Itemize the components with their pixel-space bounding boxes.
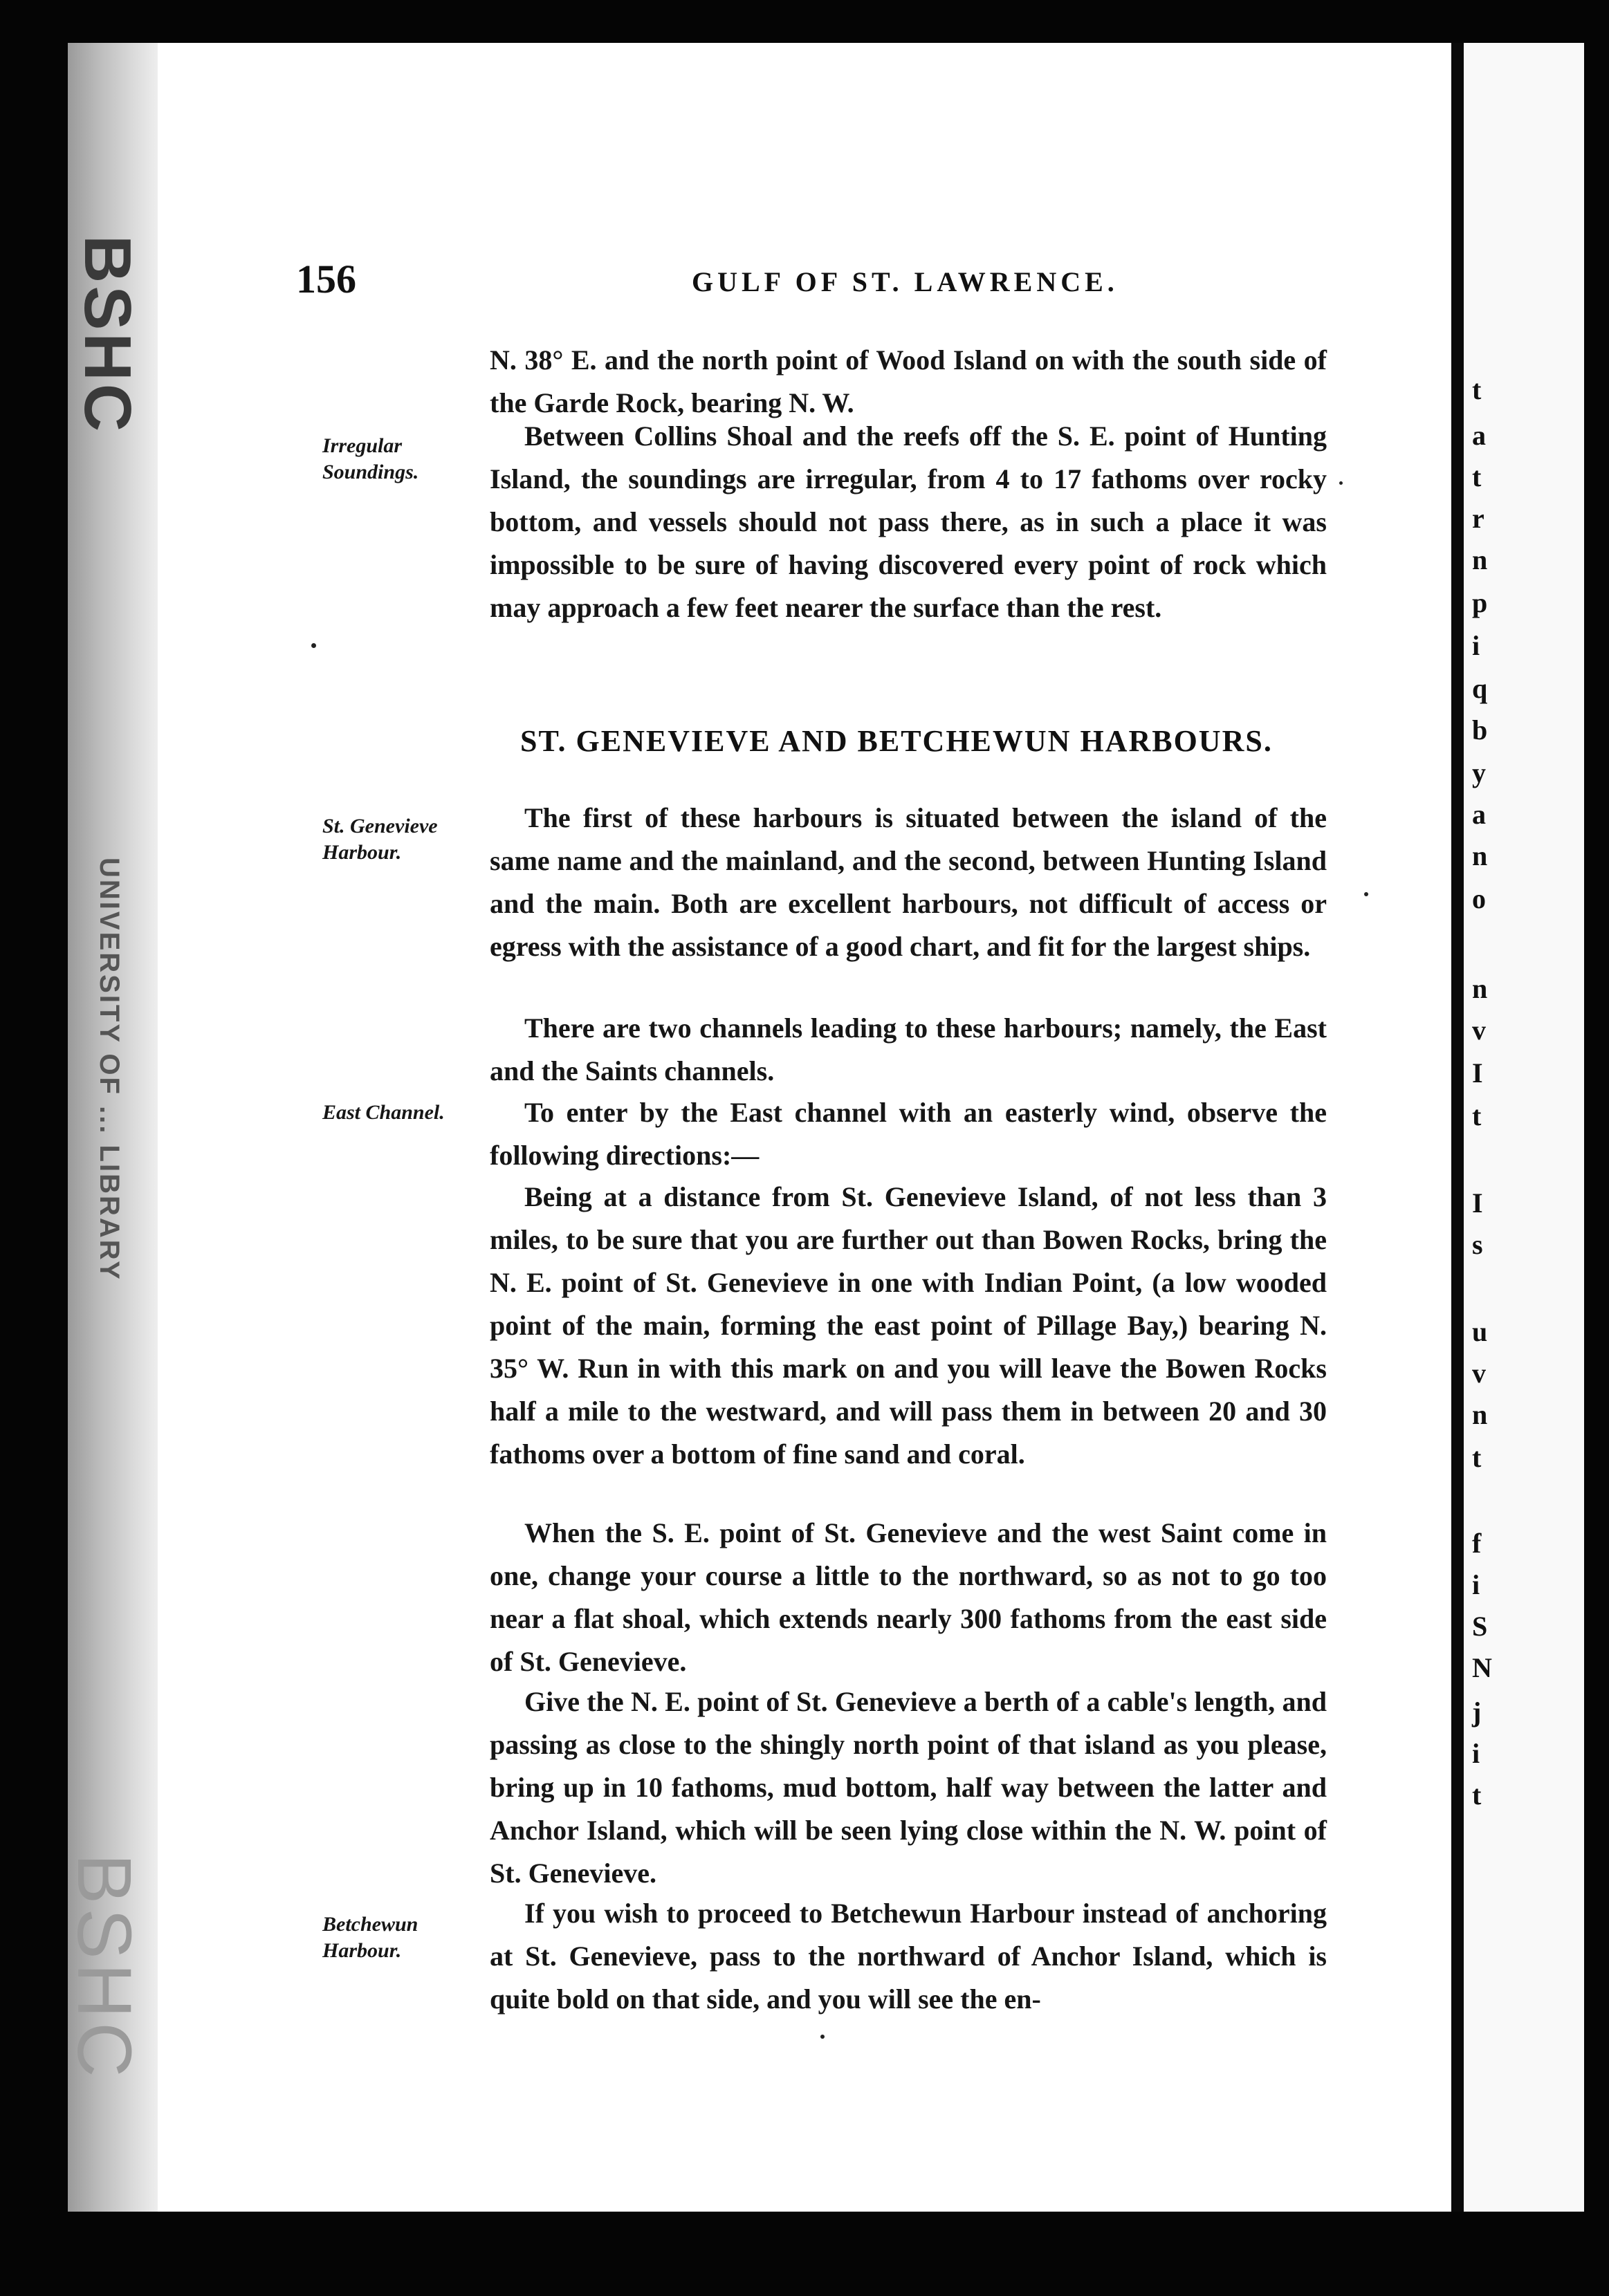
facing-page-fragment: a [1472, 799, 1486, 830]
paragraph-1: N. 38° E. and the north point of Wood Island on with the south side of the Garde Rock, bearing N. W. [490, 344, 1327, 418]
facing-page-fragment: N [1472, 1652, 1492, 1683]
facing-page-fragment: n [1472, 544, 1488, 575]
facing-page-fragment: i [1472, 630, 1480, 661]
scan-speck [1364, 892, 1368, 896]
facing-page-fragment: t [1472, 374, 1482, 405]
spine-stamp-middle: UNIVERSITY OF ... LIBRARY [94, 858, 125, 1281]
paragraph-5: To enter by the East channel with an easterly wind, observe the following directions:— [490, 1097, 1327, 1171]
facing-page-fragment: q [1472, 673, 1488, 704]
paragraph-6: Being at a distance from St. Genevieve Island, of not less than 3 miles, to be sure that you are further out than Bowen Rocks, bring the N. E. point of St. Genevieve in one with Indian Point, (a low wooded point of the main, forming the east point of Pillage Bay,) bearing N. 35° W. Run in with this mark on and you will leave the Bowen Rocks half a mile to the westward, and will pass them in between 20 and 30 fathoms over a bottom of fine sand and coral. [490, 1181, 1327, 1470]
facing-page-fragment: n [1472, 840, 1488, 871]
spine-stamp-top: BSHC [71, 235, 145, 435]
facing-page-fragment: r [1472, 503, 1484, 534]
facing-page-fragment: v [1472, 1015, 1486, 1046]
facing-page-fragment: t [1472, 1100, 1482, 1131]
page-gutter [1451, 43, 1464, 2212]
facing-page-fragment: n [1472, 973, 1488, 1004]
facing-page-fragment: s [1472, 1229, 1483, 1260]
facing-page-fragment: S [1472, 1611, 1488, 1642]
facing-page-fragment: t [1472, 1442, 1482, 1473]
facing-page-fragment: f [1472, 1528, 1482, 1559]
facing-page-fragment: b [1472, 714, 1488, 746]
margin-note-betchewun-harbour: Betchewun Harbour. [322, 1913, 419, 1962]
paragraph-4: There are two channels leading to these harbours; namely, the East and the Saints channels. [490, 1012, 1327, 1086]
paragraph-2: Between Collins Shoal and the reefs off the S. E. point of Hunting Island, the soundings are irregular, from 4 to 17 fathoms over rocky bottom, and vessels should not pass there, as in such a place it was impossible to be sure of having discovered every point of rock which may approach a few feet nearer the surface than the rest. [490, 420, 1327, 623]
facing-page-fragment: I [1472, 1057, 1483, 1089]
spine-stamp-bottom: BSHC [62, 1853, 147, 2082]
facing-page-fragment: I [1472, 1187, 1483, 1219]
facing-page-fragment: u [1472, 1316, 1488, 1347]
facing-page-fragment: y [1472, 757, 1486, 788]
facing-page-fragment: o [1472, 883, 1486, 914]
facing-page-fragment: i [1472, 1738, 1480, 1769]
scan-speck [1339, 481, 1343, 485]
facing-page-fragment: t [1472, 1779, 1482, 1811]
facing-page-fragment: p [1472, 587, 1488, 618]
paragraph-8: Give the N. E. point of St. Genevieve a berth of a cable's length, and passing as close to the shingly north point of that island as you please, bring up in 10 fathoms, mud bottom, half way between the latter and Anchor Island, which will be seen lying close within the N. W. point of St. Genevieve. [490, 1686, 1327, 1889]
margin-note-irregular-soundings: Irregular Soundings. [322, 434, 419, 483]
running-head: GULF OF ST. LAWRENCE. [692, 266, 1119, 297]
facing-page-fragment: t [1472, 461, 1482, 492]
facing-page-fragment: a [1472, 420, 1486, 451]
section-heading: ST. GENEVIEVE AND BETCHEWUN HARBOURS. [520, 724, 1273, 758]
paragraph-3: The first of these harbours is situated between the island of the same name and the mainland, and the second, between Hunting Island and the main. Both are excellent harbours, not difficult of access or egress with the assistance of a good chart, and fit for the largest ships. [490, 802, 1327, 962]
facing-page-edge [1464, 43, 1584, 2212]
scan-speck [820, 2035, 825, 2039]
facing-page-fragment: n [1472, 1399, 1488, 1430]
paragraph-7: When the S. E. point of St. Genevieve and the west Saint come in one, change your course a little to the northward, so as not to go too near a flat shoal, which extends nearly 300 fathoms from the east side of St. Genevieve. [490, 1517, 1327, 1677]
margin-note-east-channel: East Channel. [322, 1101, 445, 1124]
scan-speck [311, 643, 316, 648]
page-number: 156 [296, 257, 356, 302]
facing-page-fragment: i [1472, 1569, 1480, 1600]
facing-page-fragment: j [1472, 1696, 1482, 1728]
margin-note-st-genevieve-harbour: St. Genevieve Harbour. [322, 815, 438, 864]
paragraph-9: If you wish to proceed to Betchewun Harbour instead of anchoring at St. Genevieve, pass to the northward of Anchor Island, which is quite bold on that side, and you will see the en- [490, 1898, 1327, 2015]
facing-page-fragment: v [1472, 1358, 1486, 1389]
